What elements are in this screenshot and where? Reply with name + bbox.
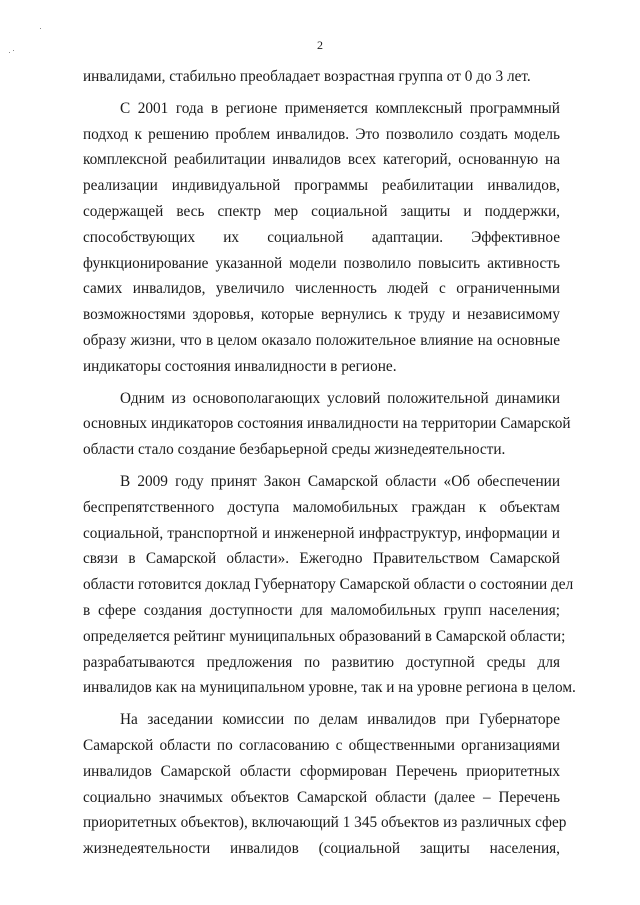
text-line: социально значимых объектов Самарской области (далее – Перечень xyxy=(83,788,560,806)
text-line: приоритетных объектов), включающий 1 345 объектов из различных сфер xyxy=(83,814,567,832)
text-line: инвалидами, стабильно преобладает возрастная группа от 0 до 3 лет. xyxy=(83,68,531,85)
text-line: На заседании комиссии по делам инвалидов при Губернаторе xyxy=(120,711,560,729)
text-line: социальной, транспортной и инженерной инфраструктур, информации и xyxy=(83,524,560,542)
text-line: области стало создание безбарьерной среды жизнедеятельности. xyxy=(83,441,506,459)
paragraph xyxy=(83,96,560,380)
text-line: инвалидов как на муниципальном уровне, так и на уровне региона в целом. xyxy=(83,679,576,697)
text-line: области готовится доклад Губернатору Самарской области о состоянии дел xyxy=(83,576,574,594)
paragraph xyxy=(83,64,560,90)
text-line: подход к решению проблем инвалидов. Это позволило создать модель xyxy=(83,125,560,143)
text-line: реализации индивидуальной программы реабилитации инвалидов, xyxy=(83,177,560,195)
page-number: 2 xyxy=(317,38,323,52)
document-body xyxy=(83,64,576,862)
text-line: возможностями здоровья, которые вернулись к труду и независимому xyxy=(83,306,560,324)
text-line: индикаторы состояния инвалидности в регионе. xyxy=(83,357,397,375)
text-line: определяется рейтинг муниципальных образований в Самарской области; xyxy=(83,627,566,645)
text-line: инвалидов Самарской области сформирован Перечень приоритетных xyxy=(83,762,560,780)
text-line: разрабатываются предложения по развитию доступной среды для xyxy=(83,653,560,671)
text-line: самих инвалидов, увеличило численность людей с ограниченными xyxy=(83,280,560,298)
text-line: Одним из основополагающих условий положительной динамики xyxy=(120,389,560,407)
text-line: жизнедеятельности инвалидов (социальной защиты населения, xyxy=(83,840,560,858)
text-line: комплексной реабилитации инвалидов всех категорий, основанную на xyxy=(83,151,560,169)
text-line: в сфере создания доступности для маломобильных групп населения; xyxy=(83,601,560,619)
text-line: В 2009 году принят Закон Самарской области «Об обеспечении xyxy=(120,472,560,490)
text-line: С 2001 года в регионе применяется комплексный программный xyxy=(120,99,560,117)
text-line: основных индикаторов состояния инвалидности на территории Самарской xyxy=(83,415,571,433)
scan-speck xyxy=(40,28,41,29)
text-line: связи в Самарской области». Ежегодно Правительством Самарской xyxy=(83,550,560,568)
text-line: образу жизни, что в целом оказало положительное влияние на основные xyxy=(83,331,560,349)
text-line: содержащей весь спектр мер социальной защиты и поддержки, xyxy=(83,202,560,220)
scan-speck xyxy=(9,52,10,53)
paragraph xyxy=(83,707,567,862)
text-line: способствующих их социальной адаптации. Эффективное xyxy=(83,228,560,246)
paragraph xyxy=(83,386,571,463)
paragraph xyxy=(83,469,576,701)
text-line: Самарской области по согласованию с общественными организациями xyxy=(83,736,560,754)
text-line: функционирование указанной модели позволило повысить активность xyxy=(83,254,560,272)
text-line: беспрепятственного доступа маломобильных граждан к объектам xyxy=(83,498,560,516)
